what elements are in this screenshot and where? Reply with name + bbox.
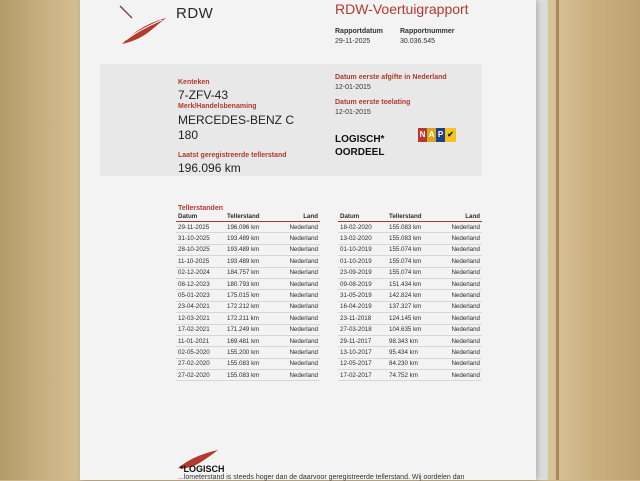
rdw-logo-icon [118, 4, 170, 46]
tellerstanden-table-right [338, 212, 482, 381]
cell-tellerstand: 104.635 km [387, 324, 437, 335]
table-row [176, 244, 320, 255]
table-row [176, 267, 320, 278]
cell-datum: 13-02-2020 [338, 233, 387, 244]
cell-tellerstand: 84.230 km [387, 358, 437, 369]
cell-land: Nederland [275, 347, 320, 358]
cell-land: Nederland [437, 335, 482, 346]
cell-datum: 12-03-2021 [176, 313, 225, 324]
table-row [338, 278, 482, 289]
nap-letter-p: P [436, 128, 445, 142]
oordeel-badge [335, 133, 384, 159]
cell-datum: 27-02-2020 [176, 358, 225, 369]
cell-land: Nederland [437, 256, 482, 267]
cell-land: Nederland [437, 324, 482, 335]
cell-land: Nederland [437, 358, 482, 369]
col-tellerstand: Tellerstand [225, 212, 275, 222]
cell-datum: 08-12-2023 [176, 278, 225, 289]
cell-land: Nederland [275, 267, 320, 278]
cell-tellerstand: 193.489 km [225, 244, 275, 255]
cell-land: Nederland [275, 290, 320, 301]
merk-label: Merk/Handelsbenaming [178, 103, 257, 110]
cell-datum: 23-11-2018 [338, 313, 387, 324]
cell-tellerstand: 180.793 km [225, 278, 275, 289]
cell-datum: 23-04-2021 [176, 301, 225, 312]
cell-tellerstand: 74.752 km [387, 370, 437, 381]
table-row [176, 324, 320, 335]
cell-datum: 11-01-2021 [176, 335, 225, 346]
table-row [338, 256, 482, 267]
cell-tellerstand: 155.074 km [387, 267, 437, 278]
checkmark-icon: ✔ [445, 128, 456, 142]
cell-datum: 31-05-2019 [338, 290, 387, 301]
tellerstanden-title: Tellerstanden [178, 205, 223, 212]
cell-datum: 02-05-2020 [176, 347, 225, 358]
col-datum: Datum [338, 212, 387, 222]
toelating-value: 12-01-2015 [335, 109, 371, 116]
table-row [176, 347, 320, 358]
tellerstanden-table-left [176, 212, 320, 381]
cell-datum: 29-11-2017 [338, 335, 387, 346]
cell-land: Nederland [275, 370, 320, 381]
table-row [176, 358, 320, 369]
cell-tellerstand: 169.481 km [225, 335, 275, 346]
cell-tellerstand: 193.489 km [225, 256, 275, 267]
cell-land: Nederland [275, 244, 320, 255]
rapportnummer-label: Rapportnummer [400, 28, 455, 35]
cell-datum: 01-10-2019 [338, 256, 387, 267]
oordeel-line2: OORDEEL [335, 147, 385, 158]
table-row [338, 244, 482, 255]
table-row [176, 335, 320, 346]
cell-tellerstand: 155.083 km [225, 370, 275, 381]
cell-tellerstand: 155.083 km [387, 222, 437, 233]
cell-datum: 27-02-2020 [176, 370, 225, 381]
table-row [338, 370, 482, 381]
cell-land: Nederland [437, 278, 482, 289]
brand-name: RDW [176, 5, 214, 22]
table-row [338, 313, 482, 324]
page-title: RDW-Voertuigrapport [335, 1, 469, 17]
cell-land: Nederland [275, 278, 320, 289]
cell-tellerstand: 172.211 km [225, 313, 275, 324]
cell-land: Nederland [437, 222, 482, 233]
cell-datum: 09-08-2019 [338, 278, 387, 289]
cell-datum: 16-04-2019 [338, 301, 387, 312]
teller-value: 196.096 km [178, 161, 241, 175]
model-value: 180 [178, 128, 199, 142]
table-row [176, 313, 320, 324]
table-row [338, 233, 482, 244]
cell-datum: 01-10-2019 [338, 244, 387, 255]
cell-land: Nederland [275, 301, 320, 312]
cell-land: Nederland [275, 324, 320, 335]
table-row [338, 301, 482, 312]
cell-tellerstand: 142.824 km [387, 290, 437, 301]
table-surface-left [0, 0, 80, 480]
oordeel-line1: LOGISCH* [335, 134, 385, 145]
col-land: Land [275, 212, 320, 222]
cell-datum: 27-03-2018 [338, 324, 387, 335]
cell-land: Nederland [275, 256, 320, 267]
cell-tellerstand: 95.434 km [387, 347, 437, 358]
table-row [176, 278, 320, 289]
nap-logo [418, 128, 456, 142]
cell-tellerstand: 124.145 km [387, 313, 437, 324]
cell-tellerstand: 172.212 km [225, 301, 275, 312]
cell-land: Nederland [437, 313, 482, 324]
cell-tellerstand: 155.083 km [225, 358, 275, 369]
cell-land: Nederland [275, 233, 320, 244]
cell-datum: 28-10-2025 [176, 244, 225, 255]
cell-datum: 29-11-2025 [176, 222, 225, 233]
shelf-edge [556, 0, 559, 480]
col-land: Land [437, 212, 482, 222]
cell-land: Nederland [437, 370, 482, 381]
cell-tellerstand: 171.249 km [225, 324, 275, 335]
cell-land: Nederland [275, 335, 320, 346]
table-row [338, 267, 482, 278]
table-row [338, 324, 482, 335]
rapportnummer-value: 30.036.545 [400, 38, 436, 45]
cell-tellerstand: 193.489 km [225, 233, 275, 244]
rapportdatum-value: 29-11-2025 [335, 38, 371, 45]
table-row [176, 222, 320, 233]
cell-land: Nederland [437, 244, 482, 255]
footer-text: ...lometerstand is steeds hoger dan de daarvoor geregistreerde tellerstand. Wij oordelen dan [178, 474, 465, 481]
toelating-label: Datum eerste toelating [335, 99, 411, 106]
cell-datum: 31-10-2025 [176, 233, 225, 244]
cell-tellerstand: 196.096 km [225, 222, 275, 233]
table-surface-right [548, 0, 640, 480]
footer-title: *LOGISCH [180, 464, 225, 474]
cell-land: Nederland [275, 222, 320, 233]
table-row [338, 358, 482, 369]
report-page [80, 0, 536, 480]
cell-datum: 05-01-2023 [176, 290, 225, 301]
cell-land: Nederland [275, 313, 320, 324]
kenteken-label: Kenteken [178, 79, 210, 86]
table-row [176, 290, 320, 301]
cell-tellerstand: 155.200 km [225, 347, 275, 358]
col-datum: Datum [176, 212, 225, 222]
cell-tellerstand: 98.343 km [387, 335, 437, 346]
cell-tellerstand: 175.015 km [225, 290, 275, 301]
table-row [338, 290, 482, 301]
cell-land: Nederland [437, 301, 482, 312]
cell-datum: 13-10-2017 [338, 347, 387, 358]
cell-tellerstand: 155.074 km [387, 244, 437, 255]
cell-datum: 23-09-2019 [338, 267, 387, 278]
cell-tellerstand: 155.074 km [387, 256, 437, 267]
table-row [176, 256, 320, 267]
cell-tellerstand: 151.434 km [387, 278, 437, 289]
col-tellerstand: Tellerstand [387, 212, 437, 222]
cell-land: Nederland [437, 233, 482, 244]
cell-datum: 02-12-2024 [176, 267, 225, 278]
merk-value: MERCEDES-BENZ C [178, 113, 295, 127]
cell-land: Nederland [275, 358, 320, 369]
cell-datum: 11-10-2025 [176, 256, 225, 267]
table-row [338, 347, 482, 358]
nap-letter-a: A [427, 128, 436, 142]
cell-land: Nederland [437, 347, 482, 358]
table-row [176, 301, 320, 312]
cell-datum: 17-02-2021 [176, 324, 225, 335]
rapportdatum-label: Rapportdatum [335, 28, 383, 35]
nap-letter-n: N [418, 128, 427, 142]
table-row [176, 370, 320, 381]
teller-label: Laatst geregistreerde tellerstand [178, 152, 287, 159]
cell-datum: 18-02-2020 [338, 222, 387, 233]
cell-land: Nederland [437, 290, 482, 301]
cell-tellerstand: 155.083 km [387, 233, 437, 244]
paper-fold [536, 0, 548, 480]
table-row [338, 335, 482, 346]
table-row [176, 233, 320, 244]
kenteken-value: 7-ZFV-43 [178, 88, 229, 102]
cell-tellerstand: 137.327 km [387, 301, 437, 312]
afgifte-label: Datum eerste afgifte in Nederland [335, 74, 447, 81]
afgifte-value: 12-01-2015 [335, 84, 371, 91]
cell-land: Nederland [437, 267, 482, 278]
cell-tellerstand: 184.757 km [225, 267, 275, 278]
cell-datum: 12-05-2017 [338, 358, 387, 369]
cell-datum: 17-02-2017 [338, 370, 387, 381]
table-row [338, 222, 482, 233]
